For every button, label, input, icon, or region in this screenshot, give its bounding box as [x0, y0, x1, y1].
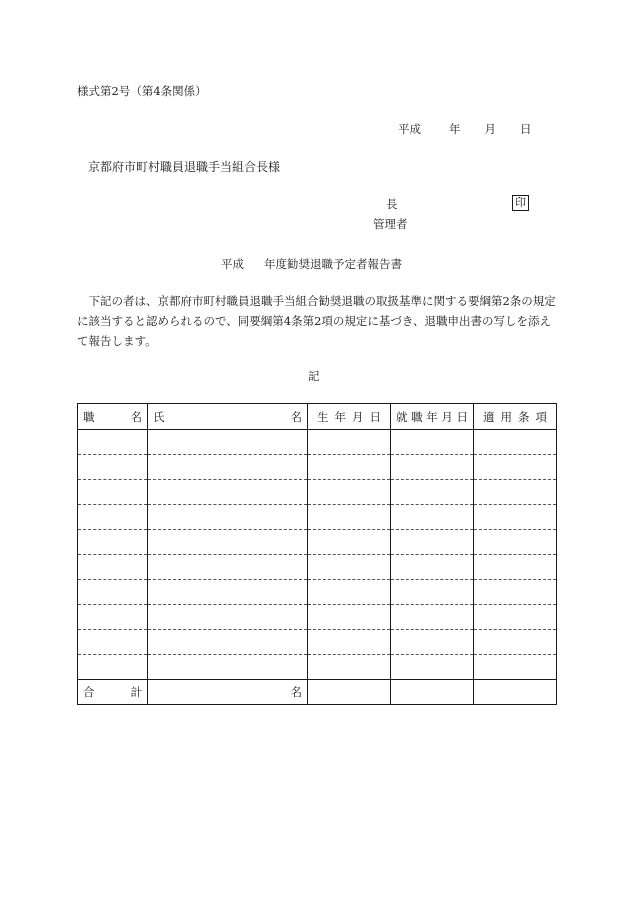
header-applicable-clause: 適 用 条 項 [474, 404, 557, 430]
table-row [78, 530, 557, 555]
date-era: 平成 [398, 122, 421, 136]
form-number-label: 様式第2号（第4条関係） [77, 84, 207, 98]
title-text: 年度勧奨退職予定者報告書 [264, 257, 402, 271]
ki-heading: 記 [308, 369, 320, 383]
date-year: 年 [449, 122, 461, 136]
seal-mark: 印 [512, 195, 529, 211]
addressee: 京都府市町村職員退職手当組合長様 [88, 160, 281, 174]
table-row [78, 455, 557, 480]
table-total-row [78, 680, 557, 705]
signer-chief: 長 [386, 197, 398, 211]
date-month: 月 [484, 122, 496, 136]
body-text: 下記の者は、京都府市町村職員退職手当組合勧奨退職の取扱基準に関する要綱第2条の規定に該当すると認められるので、同要綱第4条第2項の規定に基づき、退職申出書の写しを添えて報告します。 [77, 294, 556, 348]
table-header-row [78, 404, 557, 430]
table-row [78, 580, 557, 605]
title-era: 平成 [221, 257, 244, 271]
header-hire-date: 就 職 年 月 日 [391, 404, 474, 430]
table-row [78, 630, 557, 655]
report-date [398, 121, 532, 137]
table-row [78, 480, 557, 505]
body-paragraph [77, 291, 557, 351]
header-name: 氏 名 [148, 404, 308, 430]
total-count[interactable] [148, 680, 308, 705]
table-row [78, 655, 557, 680]
header-birth-date: 生 年 月 日 [308, 404, 391, 430]
document-title [221, 256, 402, 272]
table-row [78, 430, 557, 455]
total-count-unit: 名 [290, 685, 302, 699]
table-row [78, 505, 557, 530]
total-label: 合 計 [78, 680, 148, 705]
date-day: 日 [520, 122, 532, 136]
retiree-table [77, 403, 557, 705]
signer-admin: 管理者 [373, 217, 408, 231]
table-row [78, 605, 557, 630]
table-row [78, 555, 557, 580]
header-position: 職 名 [78, 404, 148, 430]
